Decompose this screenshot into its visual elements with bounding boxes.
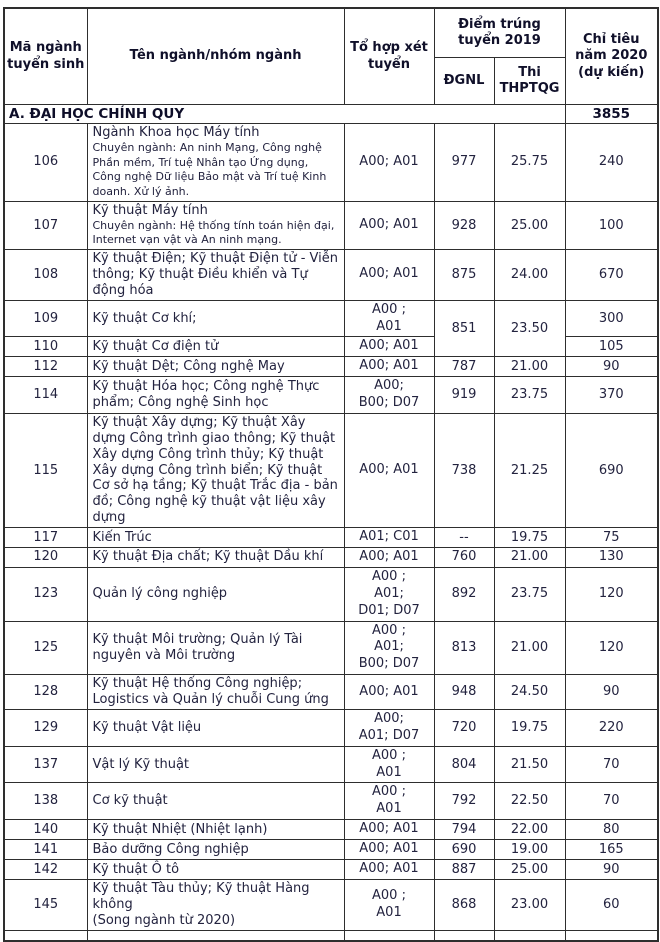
admission-combination: A00; A01; D07 bbox=[344, 709, 434, 746]
quota-2020: 60 bbox=[565, 879, 658, 930]
major-name: Kỹ thuật Xây dựng; Kỹ thuật Xây dựng Công trình giao thông; Kỹ thuật Xây dựng Công trình thủy; Kỹ thuật Xây dựng Công trình biển; Kỹ thuật Cơ sở hạ tầng; Kỹ thuật Trắc địa - bản đồ; Công nghệ kỹ thuật vật liệu xây dựng bbox=[92, 415, 338, 526]
major-code: 137 bbox=[4, 746, 87, 783]
admission-combination: A01; C01 bbox=[344, 528, 434, 548]
section-quota: 3855 bbox=[565, 105, 658, 124]
major-name: Kiến Trúc bbox=[92, 529, 152, 545]
table-row bbox=[4, 300, 658, 337]
partial-cell bbox=[434, 930, 494, 941]
major-name: Kỹ thuật Môi trường; Quản lý Tài nguyên và Môi trường bbox=[92, 631, 303, 663]
table-row bbox=[4, 675, 658, 710]
admission-combination: A00 ; A01 bbox=[344, 746, 434, 783]
table-row bbox=[4, 746, 658, 783]
major-name-cell bbox=[87, 528, 344, 548]
quota-2020: 670 bbox=[565, 250, 658, 301]
score-thptqg: 19.00 bbox=[494, 840, 565, 860]
header-name: Tên ngành/nhóm ngành bbox=[87, 8, 344, 105]
score-dgnl: 787 bbox=[434, 357, 494, 377]
score-thptqg: 19.75 bbox=[494, 709, 565, 746]
major-code: 128 bbox=[4, 675, 87, 710]
partial-cell bbox=[87, 930, 344, 941]
major-name: Quản lý công nghiệp bbox=[92, 586, 228, 602]
score-thptqg: 22.00 bbox=[494, 820, 565, 840]
score-dgnl: 792 bbox=[434, 783, 494, 820]
quota-2020: 75 bbox=[565, 528, 658, 548]
score-dgnl: 948 bbox=[434, 675, 494, 710]
score-thptqg: 21.00 bbox=[494, 547, 565, 567]
major-name-cell bbox=[87, 337, 344, 357]
major-name-cell bbox=[87, 860, 344, 880]
score-dgnl: 720 bbox=[434, 709, 494, 746]
quota-2020: 100 bbox=[565, 201, 658, 249]
section-row bbox=[4, 105, 658, 124]
table-row bbox=[4, 124, 658, 202]
major-name: Kỹ thuật Dệt; Công nghệ May bbox=[92, 358, 285, 374]
score-dgnl: 919 bbox=[434, 377, 494, 414]
header-dgnl: ĐGNL bbox=[434, 58, 494, 105]
table-header bbox=[4, 8, 658, 105]
score-dgnl: 690 bbox=[434, 840, 494, 860]
major-code: 110 bbox=[4, 337, 87, 357]
major-code: 120 bbox=[4, 547, 87, 567]
major-name-cell bbox=[87, 675, 344, 710]
major-name-cell bbox=[87, 547, 344, 567]
table-row bbox=[4, 621, 658, 675]
score-dgnl: 868 bbox=[434, 879, 494, 930]
score-thptqg: 21.00 bbox=[494, 357, 565, 377]
score-thptqg: 21.50 bbox=[494, 746, 565, 783]
major-code: 138 bbox=[4, 783, 87, 820]
major-name-cell bbox=[87, 567, 344, 621]
table-row bbox=[4, 547, 658, 567]
major-code: 129 bbox=[4, 709, 87, 746]
quota-2020: 120 bbox=[565, 567, 658, 621]
score-thptqg: 23.75 bbox=[494, 377, 565, 414]
major-name-cell bbox=[87, 820, 344, 840]
admission-score-table bbox=[3, 7, 659, 942]
major-name: Cơ kỹ thuật bbox=[92, 793, 168, 809]
table-row bbox=[4, 377, 658, 414]
admission-combination: A00 ; A01 bbox=[344, 879, 434, 930]
major-name: Kỹ thuật Máy tính bbox=[92, 202, 208, 218]
score-dgnl: 794 bbox=[434, 820, 494, 840]
score-thptqg: 21.25 bbox=[494, 414, 565, 528]
section-label: A. ĐẠI HỌC CHÍNH QUY bbox=[4, 105, 565, 124]
header-code: Mã ngành tuyển sinh bbox=[4, 8, 87, 105]
score-dgnl: 760 bbox=[434, 547, 494, 567]
table-row bbox=[4, 250, 658, 301]
major-code: 115 bbox=[4, 414, 87, 528]
table-row bbox=[4, 820, 658, 840]
major-code: 142 bbox=[4, 860, 87, 880]
quota-2020: 690 bbox=[565, 414, 658, 528]
score-dgnl: 738 bbox=[434, 414, 494, 528]
admission-combination: A00; A01 bbox=[344, 675, 434, 710]
major-code: 125 bbox=[4, 621, 87, 675]
score-dgnl: 887 bbox=[434, 860, 494, 880]
score-thptqg: 25.75 bbox=[494, 124, 565, 202]
major-name: Kỹ thuật Cơ điện tử bbox=[92, 339, 219, 354]
major-name: Kỹ thuật Điện; Kỹ thuật Điện tử - Viễn thông; Kỹ thuật Điều khiển và Tự động hóa bbox=[92, 251, 338, 298]
major-name-cell bbox=[87, 124, 344, 202]
major-code: 123 bbox=[4, 567, 87, 621]
major-code: 112 bbox=[4, 357, 87, 377]
major-code: 106 bbox=[4, 124, 87, 202]
score-thptqg: 22.50 bbox=[494, 783, 565, 820]
admission-combination: A00; A01 bbox=[344, 414, 434, 528]
table-row bbox=[4, 414, 658, 528]
major-code: 114 bbox=[4, 377, 87, 414]
score-thptqg: 24.00 bbox=[494, 250, 565, 301]
admission-combination: A00; A01 bbox=[344, 250, 434, 301]
major-name-cell bbox=[87, 709, 344, 746]
major-name: Kỹ thuật Hóa học; Công nghệ Thực phẩm; Công nghệ Sinh học bbox=[92, 379, 320, 411]
quota-2020: 90 bbox=[565, 860, 658, 880]
admission-combination: A00; A01 bbox=[344, 201, 434, 249]
table-body bbox=[4, 105, 658, 941]
quota-2020: 370 bbox=[565, 377, 658, 414]
score-thptqg: 21.00 bbox=[494, 621, 565, 675]
quota-2020: 105 bbox=[565, 337, 658, 357]
quota-2020: 240 bbox=[565, 124, 658, 202]
score-thptqg: 25.00 bbox=[494, 201, 565, 249]
score-thptqg: 19.75 bbox=[494, 528, 565, 548]
major-name: Bảo dưỡng Công nghiệp bbox=[92, 841, 249, 857]
admission-combination: A00 ; A01; B00; D07 bbox=[344, 621, 434, 675]
table-row bbox=[4, 860, 658, 880]
score-thptqg: 23.50 bbox=[494, 300, 565, 357]
quota-2020: 165 bbox=[565, 840, 658, 860]
admission-combination: A00; A01 bbox=[344, 860, 434, 880]
quota-2020: 120 bbox=[565, 621, 658, 675]
major-name-cell bbox=[87, 783, 344, 820]
table-row bbox=[4, 201, 658, 249]
major-name-cell bbox=[87, 250, 344, 301]
partial-cell bbox=[494, 930, 565, 941]
major-specializations: Chuyên ngành: An ninh Mạng, Công nghệ Phần mềm, Trí tuệ Nhân tạo Ứng dụng, Công nghệ Dữ liệu Bảo mật và Trí tuệ Kinh doanh. Xử lý ảnh. bbox=[92, 140, 327, 199]
score-dgnl: 804 bbox=[434, 746, 494, 783]
major-name: Kỹ thuật Hệ thống Công nghiệp; Logistics và Quản lý chuỗi Cung ứng bbox=[92, 676, 329, 708]
score-dgnl: 892 bbox=[434, 567, 494, 621]
major-name-cell bbox=[87, 300, 344, 337]
score-dgnl: 928 bbox=[434, 201, 494, 249]
major-name: Kỹ thuật Địa chất; Kỹ thuật Dầu khí bbox=[92, 549, 324, 565]
partial-cell bbox=[344, 930, 434, 941]
admission-combination: A00 ; A01; D01; D07 bbox=[344, 567, 434, 621]
major-code: 107 bbox=[4, 201, 87, 249]
admission-combination: A00; B00; D07 bbox=[344, 377, 434, 414]
major-specializations: Chuyên ngành: Hệ thống tính toán hiện đại, Internet vạn vật và An ninh mạng. bbox=[92, 218, 335, 247]
table-row bbox=[4, 709, 658, 746]
header-thi: Thi THPTQG bbox=[494, 58, 565, 105]
admission-combination: A00; A01 bbox=[344, 820, 434, 840]
major-note: (Song ngành từ 2020) bbox=[92, 912, 236, 928]
score-thptqg: 24.50 bbox=[494, 675, 565, 710]
table-row bbox=[4, 783, 658, 820]
major-name-cell bbox=[87, 746, 344, 783]
partial-clipped-row bbox=[4, 930, 658, 941]
score-dgnl: -- bbox=[434, 528, 494, 548]
score-thptqg: 23.75 bbox=[494, 567, 565, 621]
admission-combination: A00; A01 bbox=[344, 357, 434, 377]
quota-2020: 70 bbox=[565, 746, 658, 783]
major-name: Kỹ thuật Vật liệu bbox=[92, 719, 202, 735]
quota-2020: 90 bbox=[565, 675, 658, 710]
major-code: 140 bbox=[4, 820, 87, 840]
major-name-cell bbox=[87, 201, 344, 249]
admission-combination: A00 ; A01 bbox=[344, 300, 434, 337]
score-thptqg: 25.00 bbox=[494, 860, 565, 880]
admission-combination: A00; A01 bbox=[344, 337, 434, 357]
quota-2020: 90 bbox=[565, 357, 658, 377]
admission-combination: A00; A01 bbox=[344, 547, 434, 567]
major-code: 141 bbox=[4, 840, 87, 860]
major-name: Ngành Khoa học Máy tính bbox=[92, 125, 260, 140]
admission-combination: A00; A01 bbox=[344, 124, 434, 202]
score-dgnl: 851 bbox=[434, 300, 494, 357]
score-dgnl: 977 bbox=[434, 124, 494, 202]
score-thptqg: 23.00 bbox=[494, 879, 565, 930]
major-code: 117 bbox=[4, 528, 87, 548]
partial-cell bbox=[4, 930, 87, 941]
quota-2020: 130 bbox=[565, 547, 658, 567]
score-dgnl: 813 bbox=[434, 621, 494, 675]
quota-2020: 300 bbox=[565, 300, 658, 337]
major-name-cell bbox=[87, 879, 344, 930]
quota-2020: 80 bbox=[565, 820, 658, 840]
major-name-cell bbox=[87, 414, 344, 528]
major-name: Kỹ thuật Nhiệt (Nhiệt lạnh) bbox=[92, 821, 268, 837]
quota-2020: 220 bbox=[565, 709, 658, 746]
table-row bbox=[4, 879, 658, 930]
major-name: Vật lý Kỹ thuật bbox=[92, 756, 190, 772]
quota-2020: 70 bbox=[565, 783, 658, 820]
major-name: Kỹ thuật Cơ khí; bbox=[92, 310, 197, 326]
major-name-cell bbox=[87, 357, 344, 377]
header-score-group: Điểm trúng tuyển 2019 bbox=[434, 8, 565, 58]
major-name: Kỹ thuật Ô tô bbox=[92, 861, 180, 877]
header-combo: Tổ hợp xét tuyển bbox=[344, 8, 434, 105]
admission-combination: A00; A01 bbox=[344, 840, 434, 860]
partial-cell bbox=[565, 930, 658, 941]
major-name-cell bbox=[87, 621, 344, 675]
major-code: 108 bbox=[4, 250, 87, 301]
admission-combination: A00 ; A01 bbox=[344, 783, 434, 820]
major-name-cell bbox=[87, 840, 344, 860]
score-dgnl: 875 bbox=[434, 250, 494, 301]
major-code: 109 bbox=[4, 300, 87, 337]
major-code: 145 bbox=[4, 879, 87, 930]
header-quota: Chỉ tiêu năm 2020 (dự kiến) bbox=[565, 8, 658, 105]
table-row bbox=[4, 567, 658, 621]
table-row bbox=[4, 840, 658, 860]
major-name: Kỹ thuật Tàu thủy; Kỹ thuật Hàng không bbox=[92, 880, 310, 912]
table-row bbox=[4, 357, 658, 377]
table-row bbox=[4, 528, 658, 548]
major-name-cell bbox=[87, 377, 344, 414]
